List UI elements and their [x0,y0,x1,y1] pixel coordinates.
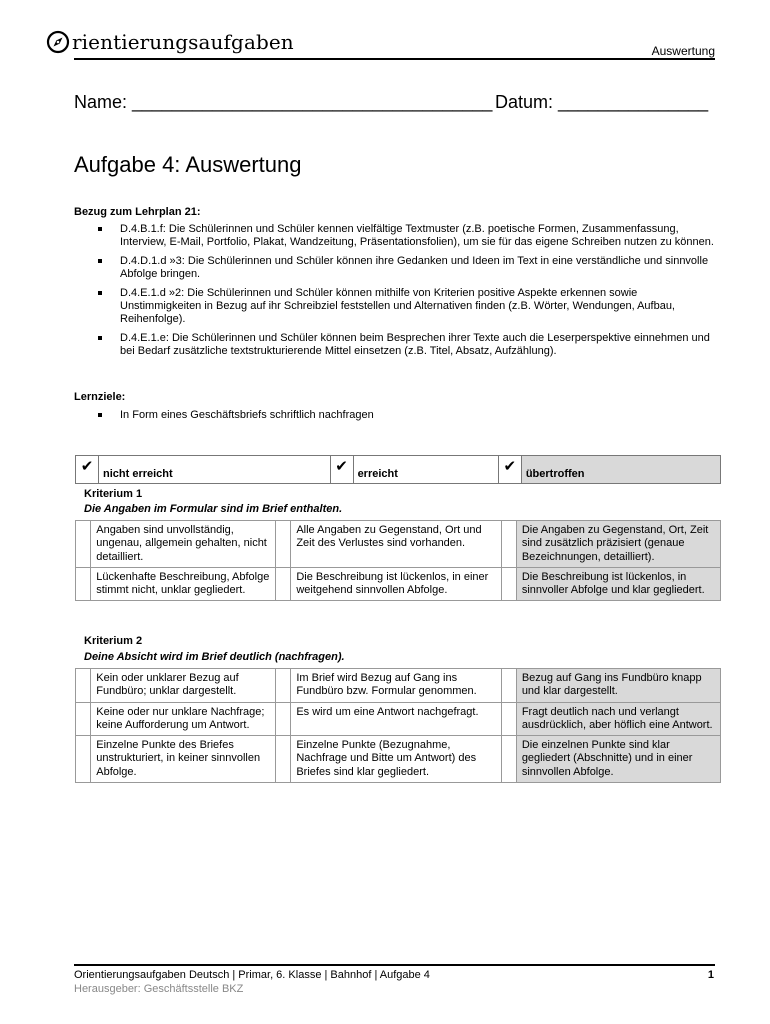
kriterium-1-table [75,520,721,601]
table-cell: Einzelne Punkte des Briefes unstrukturiert, in keiner sinnvollen Abfolge. [91,736,276,783]
table-row [76,736,721,783]
list-item: D.4.D.1.d »3: Die Schülerinnen und Schüler können ihre Gedanken und Ideen im Text in eine verständliche und sinnvolle Abfolge bringen. [74,255,714,281]
check-cell [501,521,516,568]
compass-icon [46,30,70,54]
check-cell [501,702,516,736]
check-icon: ✔ [330,456,353,484]
footer-divider [74,964,715,966]
header-divider [74,58,715,60]
kriterium-2-table [75,668,721,783]
lehrplan-list [74,223,714,364]
check-cell [276,521,291,568]
header-section-label: Auswertung [651,44,715,58]
logo [46,30,294,54]
footer-publisher: Herausgeber: Geschäftsstelle BKZ [74,983,244,995]
check-cell [276,736,291,783]
name-field: Name: ____________________________________ [74,92,493,112]
rating-header-table [75,455,721,484]
lernziele-heading: Lernziele: [74,391,126,403]
table-cell: Fragt deutlich nach und verlangt ausdrücklich, aber höflich eine Antwort. [516,702,720,736]
table-cell: Es wird um eine Antwort nachgefragt. [291,702,501,736]
table-cell: Die Beschreibung ist lückenlos, in sinnvoller Abfolge und klar gegliedert. [516,567,720,601]
logo-text: rientierungsaufgaben [72,30,294,54]
table-cell: Kein oder unklarer Bezug auf Fundbüro; unklar dargestellt. [91,669,276,703]
check-icon: ✔ [498,456,521,484]
check-cell [276,669,291,703]
lernziele-list [74,409,714,428]
page-number: 1 [707,969,714,981]
check-cell [501,567,516,601]
table-cell: Die Angaben zu Gegenstand, Ort, Zeit sind zusätzlich präzisiert (genaue Bezeichnungen, detailliert). [516,521,720,568]
column-uebertroffen: übertroffen [521,456,720,484]
table-cell: Einzelne Punkte (Bezugnahme, Nachfrage und Bitte um Antwort) des Briefes sind klar gegliedert. [291,736,501,783]
check-cell [501,736,516,783]
table-cell: Lückenhafte Beschreibung, Abfolge stimmt nicht, unklar gegliedert. [91,567,276,601]
kriterium-1-subtitle: Die Angaben im Formular sind im Brief enthalten. [84,503,343,515]
check-cell [501,669,516,703]
page-title: Aufgabe 4: Auswertung [74,152,302,177]
footer-text: Orientierungsaufgaben Deutsch | Primar, 6. Klasse | Bahnhof | Aufgabe 4 [74,969,430,981]
table-cell: Alle Angaben zu Gegenstand, Ort und Zeit des Verlustes sind vorhanden. [291,521,501,568]
table-cell: Keine oder nur unklare Nachfrage; keine Aufforderung um Antwort. [91,702,276,736]
list-item: In Form eines Geschäftsbriefs schriftlich nachfragen [74,409,714,422]
table-row [76,702,721,736]
column-erreicht: erreicht [353,456,498,484]
table-row [76,521,721,568]
check-cell [76,521,91,568]
check-cell [76,567,91,601]
column-nicht-erreicht: nicht erreicht [99,456,331,484]
table-cell: Im Brief wird Bezug auf Gang ins Fundbüro bzw. Formular genommen. [291,669,501,703]
check-cell [276,702,291,736]
check-cell [76,736,91,783]
check-icon: ✔ [76,456,99,484]
kriterium-1-label: Kriterium 1 [84,488,143,500]
date-field: Datum: _______________ [495,92,709,112]
lehrplan-heading: Bezug zum Lehrplan 21: [74,206,201,218]
table-cell: Die einzelnen Punkte sind klar gegliedert (Abschnitte) und in einer sinnvollen Abfolge. [516,736,720,783]
table-cell: Die Beschreibung ist lückenlos, in einer weitgehend sinnvollen Abfolge. [291,567,501,601]
check-cell [76,669,91,703]
check-cell [276,567,291,601]
list-item: D.4.E.1.d »2: Die Schülerinnen und Schüler können mithilfe von Kriterien positive Aspekte erkennen sowie Unstimmigkeiten in Bezug auf ihr Schreibziel feststellen und Alternativen finden (z.B. Wörter, Wendungen, Aufbau, Reihenfolge). [74,287,714,327]
table-cell: Bezug auf Gang ins Fundbüro knapp und klar dargestellt. [516,669,720,703]
kriterium-2-subtitle: Deine Absicht wird im Brief deutlich (nachfragen). [84,651,345,663]
table-row [76,567,721,601]
list-item: D.4.E.1.e: Die Schülerinnen und Schüler können beim Besprechen ihrer Texte auch die Leserperspektive einnehmen und bei Bedarf zusätzliche textstrukturierende Mittel einsetzen (z.B. Titel, Absatz, Aufzählung). [74,332,714,358]
check-cell [76,702,91,736]
list-item: D.4.B.1.f: Die Schülerinnen und Schüler kennen vielfältige Textmuster (z.B. poetische Formen, Zusammenfassung, Interview, E-Mail, Portfolio, Plakat, Wandzeitung, Präsentationsfolien), um sie für das eigene Schreiben nutzen zu können. [74,223,714,249]
table-row [76,669,721,703]
kriterium-2-label: Kriterium 2 [84,635,143,647]
table-cell: Angaben sind unvollständig, ungenau, allgemein gehalten, nicht detailliert. [91,521,276,568]
